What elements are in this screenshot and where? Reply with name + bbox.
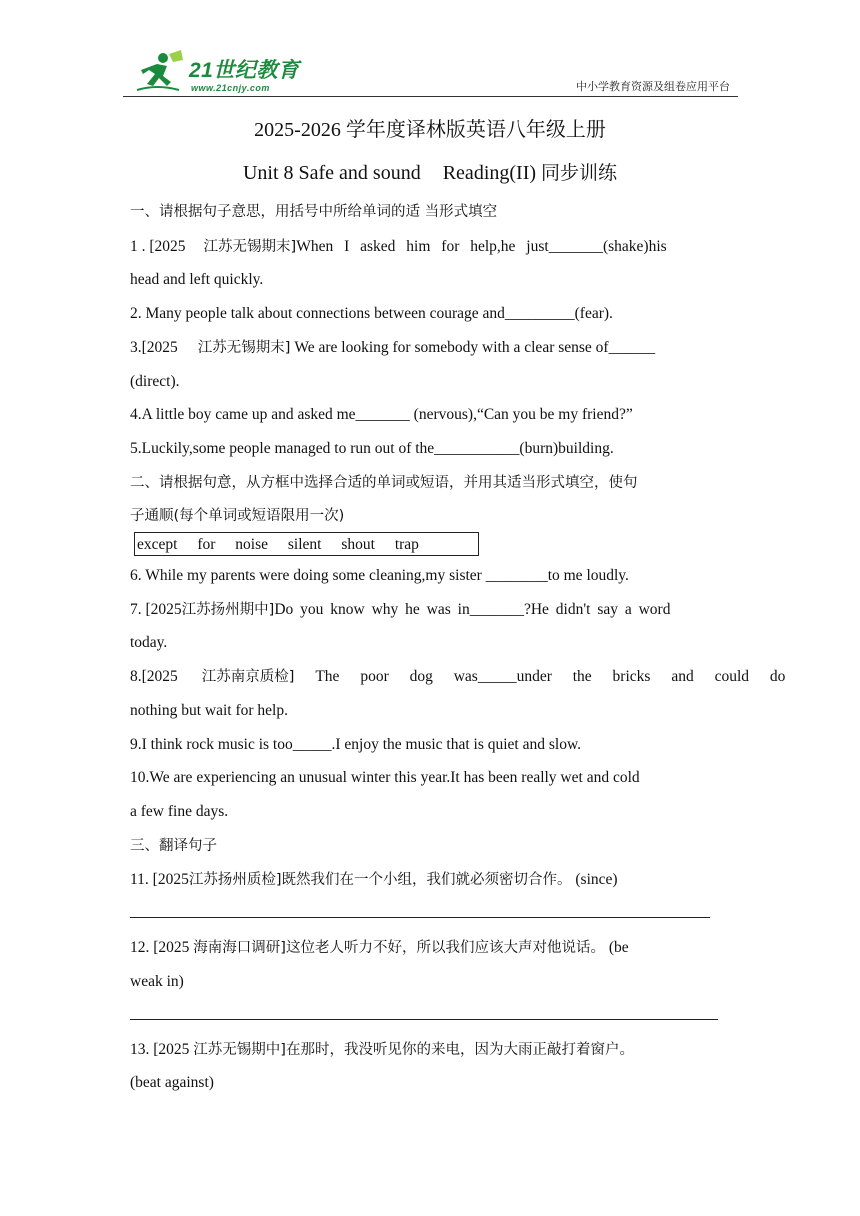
- question-5: 5.Luckily,some people managed to run out of the___________(burn)building.: [130, 440, 614, 457]
- question-8: [130, 667, 786, 687]
- word-bank-box: [134, 532, 479, 556]
- word-bank-item: noise: [235, 536, 268, 553]
- q8-tag: 8.[2025: [130, 668, 178, 685]
- question-9: 9.I think rock music is too_____.I enjoy the music that is quiet and slow.: [130, 736, 582, 753]
- question-13: [130, 1040, 730, 1060]
- section2-heading-line1: 二、请根据句意，从方框中选择合适的单词或短语，并用其适当形式填空，使句: [130, 475, 638, 491]
- q11-source: 江苏扬州质检]既然我们在一个小组，我们就必须密切合作。: [188, 872, 572, 888]
- answer-line-12[interactable]: [130, 1019, 718, 1020]
- q11-tag: 11. [2025: [130, 871, 189, 888]
- word-bank-item: except: [137, 536, 178, 553]
- q3-text: We are looking for somebody with a clear sense of______: [290, 339, 656, 356]
- q13-source: 江苏无锡期中]在那时，我没听见你的来电，因为大雨正敲打着窗户。: [193, 1042, 634, 1058]
- title-line1: 2025-2026 学年度译林版英语八年级上册: [254, 119, 606, 141]
- question-2: 2. Many people talk about connections between courage and_________(fear).: [130, 305, 613, 322]
- q12-source: 海南海口调研]这位老人听力不好，所以我们应该大声对他说话。: [193, 940, 605, 956]
- question-11: [130, 870, 730, 890]
- word-bank-item: for: [197, 536, 216, 553]
- section1-heading: 一、请根据句子意思，用括号中所给单词的适 当形式填空: [130, 204, 498, 220]
- logo-url: www.21cnjy.com: [191, 83, 270, 93]
- q12-tag: 12. [2025: [130, 939, 190, 956]
- question-3-cont: (direct).: [130, 373, 180, 390]
- q8-text: The poor dog was_____under the bricks and could do: [294, 668, 786, 685]
- q11-hint: (since): [575, 871, 618, 888]
- document-title: [0, 113, 860, 142]
- q7-text: Do you know why he was in_______?He didn't say a word: [274, 601, 671, 618]
- question-10: 10.We are experiencing an unusual winter this year.It has been really wet and cold: [130, 769, 640, 786]
- header-divider: [123, 96, 738, 97]
- q1-tag: 1 . [2025: [130, 238, 186, 255]
- runner-logo-icon: [133, 50, 185, 94]
- answer-line-11[interactable]: [130, 917, 710, 918]
- question-12: [130, 938, 730, 958]
- logo-text: 21世纪教育: [189, 59, 300, 82]
- section2-heading-line2: 子通顺(每个单词或短语限用一次): [130, 508, 345, 524]
- question-7: [130, 600, 730, 620]
- q3-source: 江苏无锡期末]: [197, 340, 291, 356]
- lesson-name: Reading(II): [442, 162, 537, 184]
- platform-label: 中小学教育资源及组卷应用平台: [576, 80, 730, 93]
- q1-text: When I asked him for help,he just_______(shake)his: [296, 238, 667, 255]
- question-6: 6. While my parents were doing some cleaning,my sister ________to me loudly.: [130, 567, 629, 584]
- section3-heading: 三、翻译句子: [130, 838, 217, 854]
- q7-source: 江苏扬州期中]: [181, 602, 275, 618]
- unit-title: [0, 158, 860, 185]
- q8-source: 江苏南京质检]: [201, 669, 295, 685]
- unit-name: Unit 8 Safe and sound: [242, 162, 421, 184]
- question-7-cont: today.: [130, 634, 168, 651]
- question-10-cont: a few fine days.: [130, 803, 229, 820]
- question-3: [130, 338, 730, 358]
- page-header: [123, 44, 738, 98]
- title-suffix: 同步训练: [541, 162, 618, 184]
- question-12-cont: weak in): [130, 973, 184, 990]
- q7-tag: 7. [2025: [130, 601, 182, 618]
- question-1: [130, 237, 730, 257]
- logo: [133, 50, 333, 94]
- q13-tag: 13. [2025: [130, 1041, 190, 1058]
- question-4: 4.A little boy came up and asked me_______ (nervous),“Can you be my friend?”: [130, 406, 633, 423]
- q1-source: 江苏无锡期末]: [203, 239, 297, 255]
- word-bank-item: silent: [287, 536, 322, 553]
- q3-tag: 3.[2025: [130, 339, 178, 356]
- word-bank-item: trap: [394, 536, 419, 553]
- question-1-cont: head and left quickly.: [130, 271, 264, 288]
- word-bank-item: shout: [341, 536, 375, 553]
- question-13-cont: (beat against): [130, 1074, 214, 1091]
- question-8-cont: nothing but wait for help.: [130, 702, 288, 719]
- q12-hint: (be: [608, 939, 629, 956]
